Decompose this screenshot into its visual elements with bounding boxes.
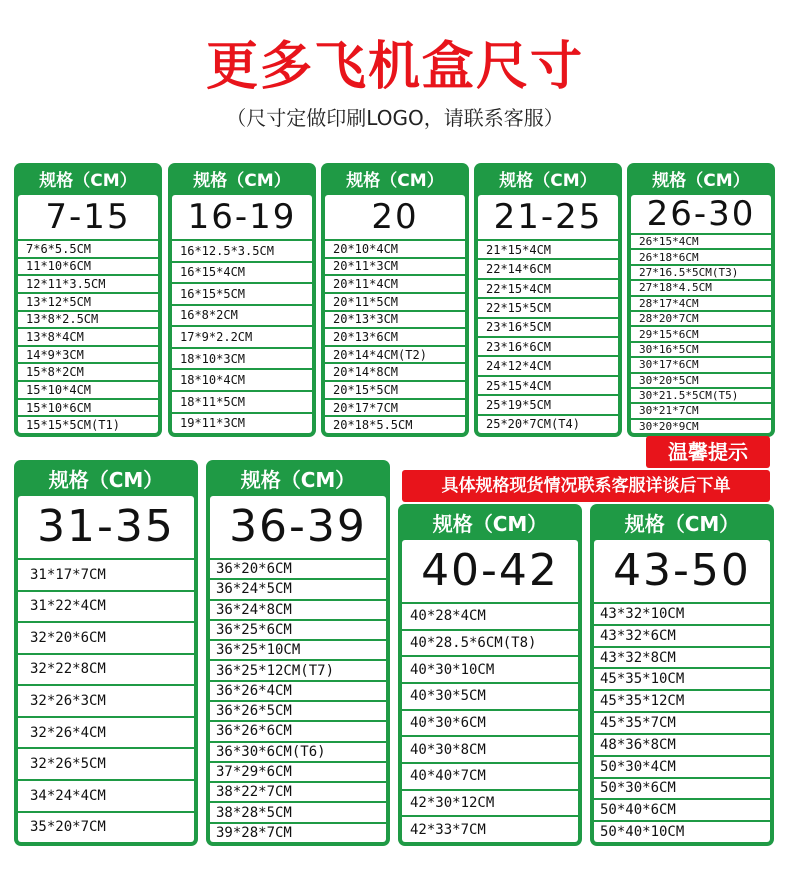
size-card-21-25 — [474, 163, 622, 437]
size-item: 40*40*7CM — [402, 764, 578, 791]
size-item: 36*30*6CM(T6) — [210, 743, 386, 763]
size-item: 18*10*4CM — [172, 370, 312, 392]
size-list — [402, 602, 578, 842]
size-item: 20*11*3CM — [325, 259, 465, 277]
size-range: 20 — [371, 197, 419, 237]
size-item: 7*6*5.5CM — [18, 241, 158, 259]
size-item: 36*25*10CM — [210, 641, 386, 661]
size-range: 26-30 — [646, 195, 756, 234]
size-item: 16*15*5CM — [172, 284, 312, 306]
size-item: 40*28*4CM — [402, 604, 578, 631]
size-item: 20*13*3CM — [325, 312, 465, 330]
size-item: 32*20*6CM — [18, 623, 194, 655]
size-card-7-15 — [14, 163, 162, 437]
size-list — [18, 558, 194, 842]
size-item: 25*15*4CM — [478, 377, 618, 396]
size-card-16-19 — [168, 163, 316, 437]
size-list — [18, 239, 158, 433]
size-list — [631, 233, 771, 433]
size-item: 15*8*2CM — [18, 364, 158, 382]
card-heading: 规格（CM） — [624, 512, 740, 536]
size-item: 43*32*8CM — [594, 648, 770, 670]
size-item: 50*30*6CM — [594, 779, 770, 801]
size-item: 36*26*5CM — [210, 702, 386, 722]
card-heading: 规格（CM） — [39, 171, 137, 191]
size-item: 30*16*5CM — [631, 343, 771, 358]
size-range: 40-42 — [421, 545, 559, 596]
size-item: 15*10*6CM — [18, 400, 158, 418]
size-item: 25*20*7CM(T4) — [486, 417, 580, 432]
size-item: 36*25*6CM — [210, 621, 386, 641]
size-card-26-30 — [627, 163, 775, 437]
size-item: 36*20*6CM — [210, 560, 386, 580]
size-item: 32*22*8CM — [18, 655, 194, 687]
size-item: 32*26*5CM — [18, 749, 194, 781]
size-item: 36*26*6CM — [210, 722, 386, 742]
size-item: 29*15*6CM — [631, 327, 771, 342]
card-heading: 规格（CM） — [432, 512, 548, 536]
size-card-36-39 — [206, 460, 390, 846]
size-card-40-42 — [398, 504, 582, 846]
size-list — [172, 239, 312, 433]
card-heading: 规格（CM） — [193, 171, 291, 191]
size-item: 32*26*3CM — [18, 686, 194, 718]
size-item: 30*20*9CM — [639, 419, 699, 433]
size-item: 20*15*5CM — [325, 382, 465, 400]
page-subtitle: （尺寸定做印刷LOGO，请联系客服） — [226, 106, 564, 130]
size-item: 22*14*6CM — [478, 260, 618, 279]
page-title: 更多飞机盒尺寸 — [205, 37, 584, 97]
size-item: 20*11*5CM — [325, 294, 465, 312]
size-item: 31*22*4CM — [18, 592, 194, 624]
size-item: 48*36*8CM — [594, 735, 770, 757]
size-range: 16-19 — [187, 197, 297, 237]
size-range: 7-15 — [45, 197, 131, 237]
size-item: 30*17*6CM — [631, 358, 771, 373]
size-item: 13*8*2.5CM — [18, 312, 158, 330]
card-heading: 规格（CM） — [240, 468, 356, 492]
size-item: 38*28*5CM — [210, 803, 386, 823]
size-item: 45*35*10CM — [594, 669, 770, 691]
size-item: 20*18*5.5CM — [333, 418, 413, 433]
size-item: 15*15*5CM(T1) — [26, 418, 120, 433]
size-item: 50*30*4CM — [594, 757, 770, 779]
size-item: 27*16.5*5CM(T3) — [631, 266, 771, 281]
size-card-20 — [321, 163, 469, 437]
size-item: 19*11*3CM — [180, 416, 246, 431]
size-list — [210, 558, 386, 842]
size-item: 20*10*4CM — [325, 241, 465, 259]
size-item: 43*32*10CM — [594, 604, 770, 626]
size-item: 34*24*4CM — [18, 781, 194, 813]
size-range: 43-50 — [613, 545, 751, 596]
size-item: 38*22*7CM — [210, 783, 386, 803]
size-item: 12*11*3.5CM — [18, 276, 158, 294]
size-item: 23*16*6CM — [478, 338, 618, 357]
size-item: 40*30*5CM — [402, 684, 578, 711]
size-item: 40*28.5*6CM(T8) — [402, 631, 578, 658]
size-item: 50*40*10CM — [600, 824, 685, 841]
card-heading: 规格（CM） — [652, 171, 750, 191]
size-item: 24*12*4CM — [478, 357, 618, 376]
size-item: 18*11*5CM — [172, 392, 312, 414]
size-item: 39*28*7CM — [216, 824, 292, 841]
size-item: 21*15*4CM — [478, 241, 618, 260]
size-item: 45*35*12CM — [594, 691, 770, 713]
size-card-43-50 — [590, 504, 774, 846]
size-item: 15*10*4CM — [18, 382, 158, 400]
size-item: 25*19*5CM — [478, 396, 618, 415]
size-item: 36*24*5CM — [210, 580, 386, 600]
size-item: 36*24*8CM — [210, 601, 386, 621]
size-item: 22*15*4CM — [478, 280, 618, 299]
size-item: 50*40*6CM — [594, 800, 770, 822]
size-list — [478, 239, 618, 433]
size-list — [594, 602, 770, 842]
size-item: 42*33*7CM — [410, 821, 486, 838]
size-item: 17*9*2.2CM — [172, 327, 312, 349]
size-item: 28*17*4CM — [631, 297, 771, 312]
size-range: 21-25 — [493, 197, 603, 237]
size-item: 28*20*7CM — [631, 312, 771, 327]
size-item: 13*12*5CM — [18, 294, 158, 312]
size-item: 30*21.5*5CM(T5) — [631, 389, 771, 404]
size-item: 14*9*3CM — [18, 347, 158, 365]
size-item: 26*18*6CM — [631, 250, 771, 265]
size-item: 40*30*10CM — [402, 657, 578, 684]
size-item: 30*21*7CM — [631, 404, 771, 419]
size-item: 35*20*7CM — [30, 819, 106, 836]
size-item: 27*18*4.5CM — [631, 281, 771, 296]
size-item: 20*17*7CM — [325, 400, 465, 418]
size-item: 45*35*7CM — [594, 713, 770, 735]
card-heading: 规格（CM） — [499, 171, 597, 191]
tip-tag: 温馨提示 — [646, 436, 770, 468]
size-item: 16*15*4CM — [172, 263, 312, 285]
size-range: 36-39 — [229, 501, 367, 552]
size-item: 20*14*4CM(T2) — [325, 347, 465, 365]
size-item: 20*13*6CM — [325, 329, 465, 347]
size-item: 30*20*5CM — [631, 374, 771, 389]
size-item: 16*12.5*3.5CM — [172, 241, 312, 263]
card-heading: 规格（CM） — [346, 171, 444, 191]
size-item: 36*26*4CM — [210, 682, 386, 702]
size-item: 23*16*5CM — [478, 319, 618, 338]
size-item: 42*30*12CM — [402, 791, 578, 818]
card-heading: 规格（CM） — [48, 468, 164, 492]
size-card-31-35 — [14, 460, 198, 846]
size-item: 18*10*3CM — [172, 349, 312, 371]
size-item: 26*15*4CM — [631, 235, 771, 250]
size-item: 20*11*4CM — [325, 276, 465, 294]
size-item: 16*8*2CM — [172, 306, 312, 328]
size-item: 32*26*4CM — [18, 718, 194, 750]
size-item: 13*8*4CM — [18, 329, 158, 347]
tip-banner: 具体规格现货情况联系客服详谈后下单 — [402, 470, 770, 502]
size-item: 31*17*7CM — [18, 560, 194, 592]
size-item: 37*29*6CM — [210, 763, 386, 783]
size-item: 43*32*6CM — [594, 626, 770, 648]
size-item: 11*10*6CM — [18, 259, 158, 277]
size-range: 31-35 — [37, 501, 175, 552]
size-item: 40*30*6CM — [402, 711, 578, 738]
size-item: 40*30*8CM — [402, 737, 578, 764]
size-item: 22*15*5CM — [478, 299, 618, 318]
size-item: 20*14*8CM — [325, 364, 465, 382]
size-list — [325, 239, 465, 433]
size-item: 36*25*12CM(T7) — [210, 661, 386, 681]
